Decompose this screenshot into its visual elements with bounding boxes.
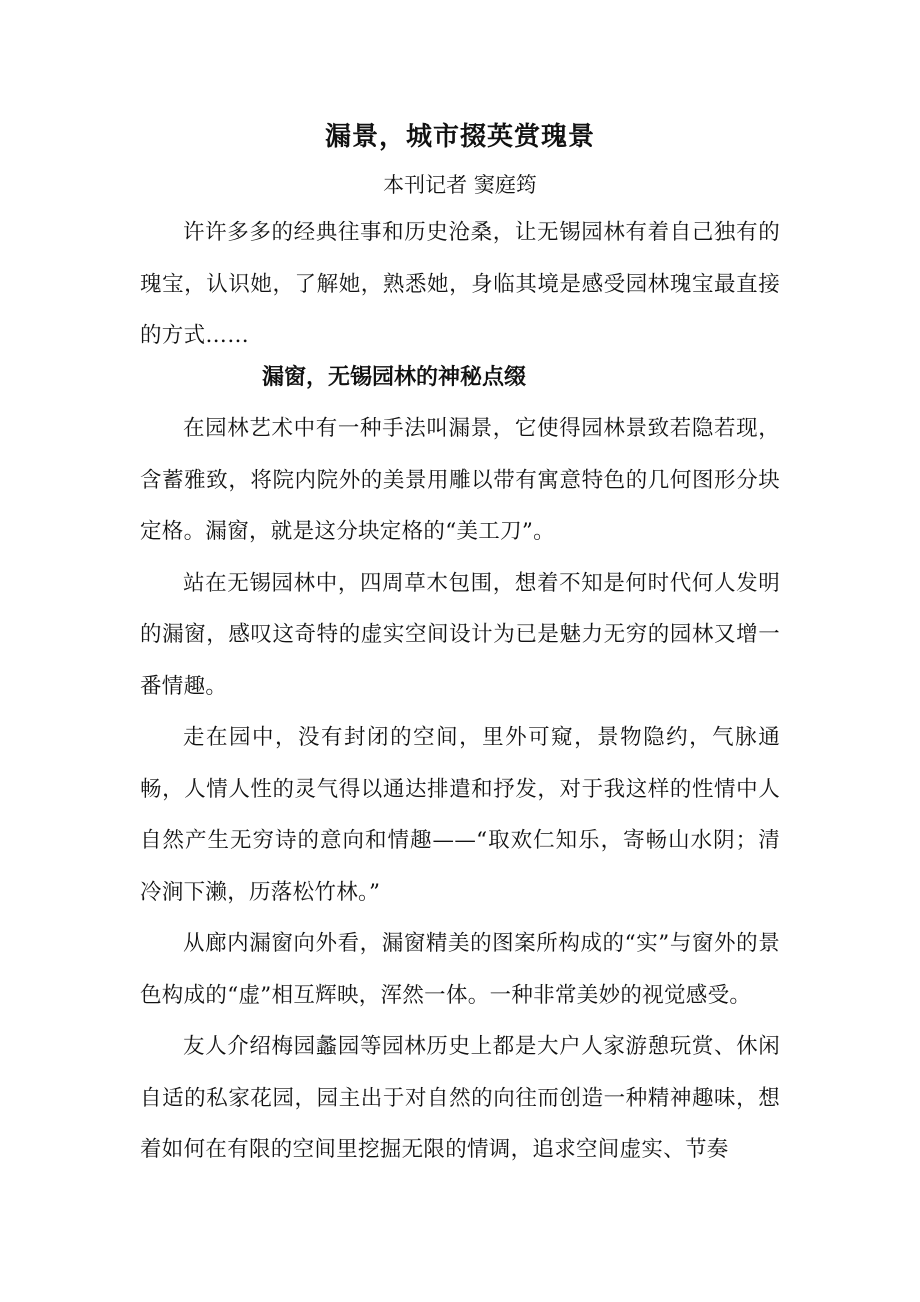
article-byline: 本刊记者 窦庭筠 [383,173,537,197]
section-body [140,403,780,1176]
section-heading: 漏窗，无锡园林的神秘点缀 [262,365,527,390]
body-paragraph: 在园林艺术中有一种手法叫漏景，它使得园林景致若隐若现，含蓄雅致，将院内院外的美景用雕以带有寓意特色的几何图形分块定格。漏窗，就是这分块定格的“美工刀”。 [140,416,780,544]
intro-block [140,207,780,362]
body-paragraph: 从廊内漏窗向外看，漏窗精美的图案所构成的“实”与窗外的景色构成的“虚”相互辉映，浑然一体。一种非常美妙的视觉感受。 [140,931,780,1008]
body-paragraph: 走在园中，没有封闭的空间，里外可窥，景物隐约，气脉通畅，人情人性的灵气得以通达排遣和抒发，对于我这样的性情中人自然产生无穷诗的意向和情趣——“取欢仁知乐，寄畅山水阴；清冷涧下濑，历落松竹林。” [140,725,780,905]
body-paragraph: 友人介绍梅园蠡园等园林历史上都是大户人家游憩玩赏、休闲自适的私家花园，园主出于对自然的向往而创造一种精神趣味，想着如何在有限的空间里挖掘无限的情调，追求空间虚实、节奏 [140,1034,780,1162]
intro-paragraph: 许许多多的经典往事和历史沧桑，让无锡园林有着自己独有的瑰宝，认识她，了解她，熟悉她，身临其境是感受园林瑰宝最直接的方式…… [140,220,780,348]
body-paragraph: 站在无锡园林中，四周草木包围，想着不知是何时代何人发明的漏窗，感叹这奇特的虚实空间设计为已是魅力无穷的园林又增一番情趣。 [140,570,780,699]
article-title: 漏景，城市掇英赏瑰景 [324,122,595,152]
